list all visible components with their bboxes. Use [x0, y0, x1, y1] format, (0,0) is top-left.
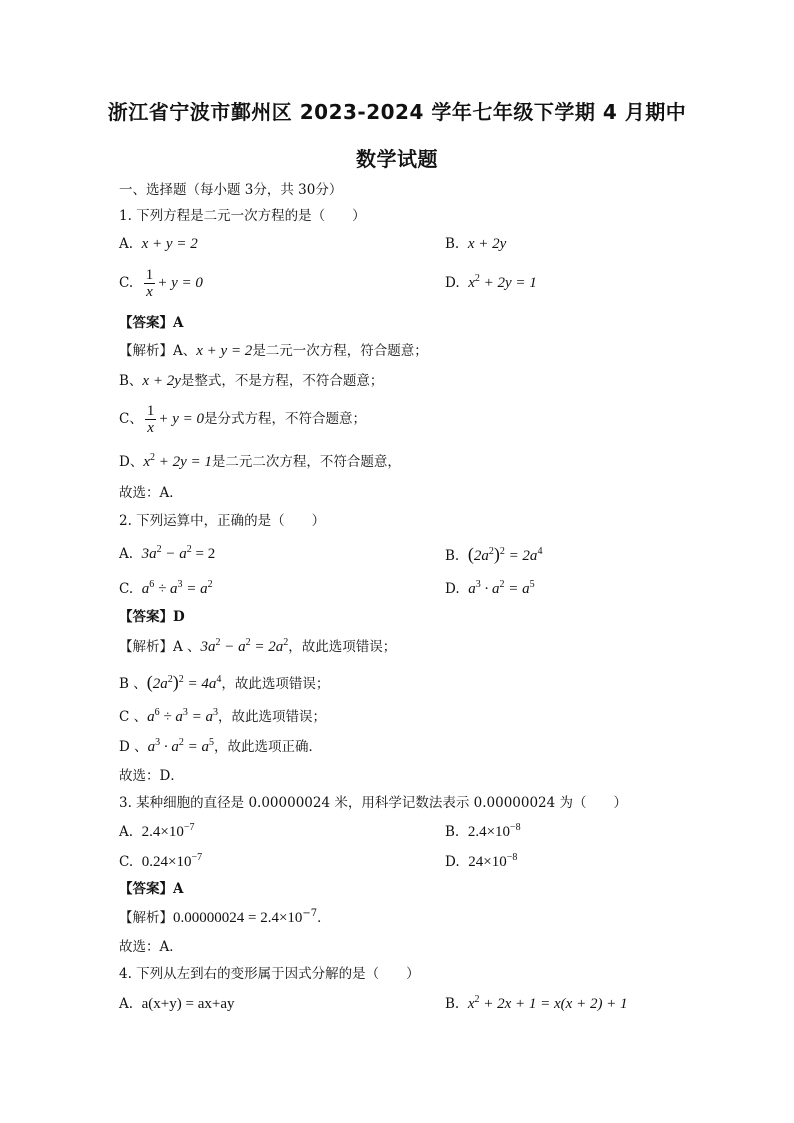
option-label: A.	[119, 236, 134, 252]
q1-option-b	[445, 234, 506, 254]
q2-analysis-d: D 、$a^3 \cdot a^2 = a^5$，故此选项正确．	[119, 737, 322, 755]
q1-stem: 1. 下列方程是二元一次方程的是（ ）	[119, 208, 366, 224]
page-title: 浙江省宁波市鄞州区 2023-2024 学年七年级下学期 4 月期中	[107, 100, 687, 124]
q2-stem: 2. 下列运算中，正确的是（ ）	[119, 513, 326, 529]
q4-option-b: B. $x^2 + 2x + 1 = x(x + 2) + 1$	[445, 994, 628, 1012]
q1-option-d: D. $x^2 + 2y = 1$	[445, 273, 537, 291]
option-expr: + y = 0	[157, 275, 203, 291]
page-subtitle: 数学试题	[356, 147, 438, 171]
q3-option-b: B. $2.4\times 10^{-8}$	[445, 822, 521, 840]
q1-answer: 【答案】A	[119, 315, 184, 331]
q3-conclusion: 故选：A．	[119, 939, 183, 955]
q2-analysis-b: B 、$(2a^2)^2 = 4a^4$，故此选项错误；	[119, 672, 330, 692]
q2-option-a: A. $3a^2 - a^2 = 2$	[119, 544, 216, 562]
q1-option-c	[119, 266, 203, 300]
q3-option-c: C. $0.24\times 10^{-7}$	[119, 852, 203, 870]
q1-analysis-b: B、x + 2y是整式，不是方程，不符合题意；	[119, 373, 384, 389]
q2-option-d: D. $a^3 \cdot a^2 = a^5$	[445, 579, 535, 597]
q3-stem: 3. 某种细胞的直径是 0.00000024 米，用科学记数法表示 0.00000024 为（ ）	[119, 795, 628, 811]
q2-analysis-c: C 、$a^6 \div a^3 = a^3$，故此选项错误；	[119, 707, 326, 725]
q3-option-a: A. $2.4\times 10^{-7}$	[119, 822, 195, 840]
q1-conclusion: 故选：A．	[119, 485, 183, 501]
q1-analysis-a: 【解析】A、x + y = 2是二元一次方程，符合题意；	[119, 343, 428, 359]
q2-analysis-a: 【解析】A 、$3a^2 - a^2 = 2a^2$，故此选项错误；	[119, 637, 397, 655]
option-expr: x + y = 2	[141, 236, 198, 252]
section-heading: 一、选择题（每小题 3分，共 30分）	[119, 182, 343, 198]
q4-stem: 4. 下列从左到右的变形属于因式分解的是（ ）	[119, 966, 420, 982]
q1-option-a	[119, 234, 198, 254]
q3-option-d: D. $24\times 10^{-8}$	[445, 852, 518, 870]
q2-option-c: C. $a^6 \div a^3 = a^2$	[119, 579, 213, 597]
q2-answer: 【答案】D	[119, 609, 185, 625]
fraction: $\frac{1}{x}$	[145, 267, 154, 300]
q4-option-a: A. a(x+y) = ax+ay	[119, 996, 235, 1012]
q2-option-b: B. $(2a^2)^2 = 2a^4$	[445, 544, 543, 564]
option-label: D.	[445, 275, 460, 291]
q2-conclusion: 故选：D．	[119, 768, 184, 784]
option-label: C.	[119, 275, 134, 291]
option-label: B.	[445, 236, 460, 252]
q3-analysis: 【解析】$0.00000024 = 2.4\times 10^{-7}$．	[119, 908, 331, 926]
q1-analysis-c: C、 $\frac{1}{x}$ + y = 0是分式方程，不符合题意；	[119, 403, 366, 436]
q1-analysis-d: D、$x^2 + 2y = 1$是二元二次方程，不符合题意，	[119, 452, 401, 470]
q3-answer: 【答案】A	[119, 881, 184, 897]
option-expr: x + 2y	[467, 236, 507, 252]
